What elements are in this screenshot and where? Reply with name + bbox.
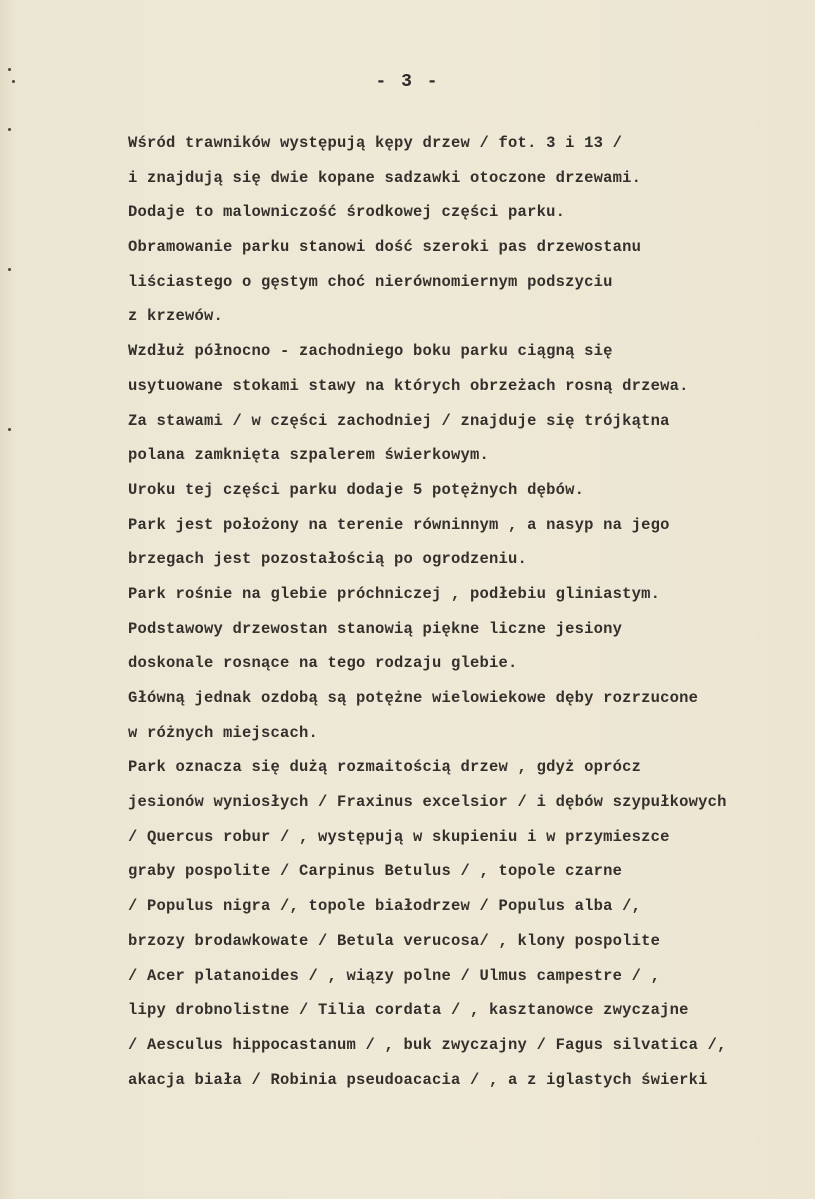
text-line: Wśród trawników występują kępy drzew / fot. 3 i 13 / xyxy=(128,134,623,152)
page-number: - 3 - xyxy=(375,72,440,92)
text-line: Wzdłuż północno - zachodniego boku parku ciągną się xyxy=(128,342,613,361)
text-line: lipy drobnolistne / Tilia cordata / , kasztanowce zwyczajne xyxy=(128,1001,689,1020)
text-line: Park oznacza się dużą rozmaitością drzew , gdyż oprócz xyxy=(128,758,642,777)
text-line: liściastego o gęstym choć nierównomiernym podszyciu xyxy=(128,272,613,291)
text-line: i znajdują się dwie kopane sadzawki otoczone drzewami. xyxy=(128,168,642,187)
text-line: / Acer platanoides / , wiązy polne / Ulmus campestre / , xyxy=(128,966,661,985)
text-line: / Aesculus hippocastanum / , buk zwyczajny / Fagus silvatica /, xyxy=(128,1035,727,1054)
text-line: Dodaje to malowniczość środkowej części parku. xyxy=(128,203,566,222)
text-line: Park jest położony na terenie równinnym , a nasyp na jego xyxy=(128,515,670,534)
text-line: graby pospolite / Carpinus Betulus / , topole czarne xyxy=(128,862,623,881)
binder-hole-mark xyxy=(8,268,11,271)
text-line: Obramowanie parku stanowi dość szeroki pas drzewostanu xyxy=(128,238,642,257)
text-line: brzegach jest pozostałością po ogrodzeniu. xyxy=(128,550,528,569)
text-line: z krzewów. xyxy=(128,307,224,326)
text-line: jesionów wyniosłych / Fraxinus excelsior / i dębów szypułkowych xyxy=(128,793,727,812)
text-line: Podstawowy drzewostan stanowią piękne liczne jesiony xyxy=(128,619,623,638)
text-line: Za stawami / w części zachodniej / znajduje się trójkątna xyxy=(128,411,670,430)
binder-hole-mark xyxy=(8,428,11,431)
binder-hole-mark xyxy=(8,68,11,71)
binder-hole-mark xyxy=(8,128,11,131)
text-line: Uroku tej części parku dodaje 5 potężnych dębów. xyxy=(128,480,585,499)
text-line: brzozy brodawkowate / Betula verucosa/ , klony pospolite xyxy=(128,931,661,950)
text-line: doskonale rosnące na tego rodzaju glebie. xyxy=(128,654,518,673)
text-line: Główną jednak ozdobą są potężne wielowiekowe dęby rozrzucone xyxy=(128,689,699,707)
text-line: polana zamknięta szpalerem świerkowym. xyxy=(128,446,490,465)
text-line: / Populus nigra /, topole białodrzew / Populus alba /, xyxy=(128,897,642,916)
text-line: / Quercus robur / , występują w skupieniu i w przymieszce xyxy=(128,827,670,846)
body-text xyxy=(128,133,727,1104)
text-line: akacja biała / Robinia pseudoacacia / , a z iglastych świerki xyxy=(128,1070,708,1089)
text-line: usytuowane stokami stawy na których obrzeżach rosną drzewa. xyxy=(128,376,689,395)
text-line: Park rośnie na glebie próchniczej , podłebiu gliniastym. xyxy=(128,584,661,603)
text-line: w różnych miejscach. xyxy=(128,723,319,742)
